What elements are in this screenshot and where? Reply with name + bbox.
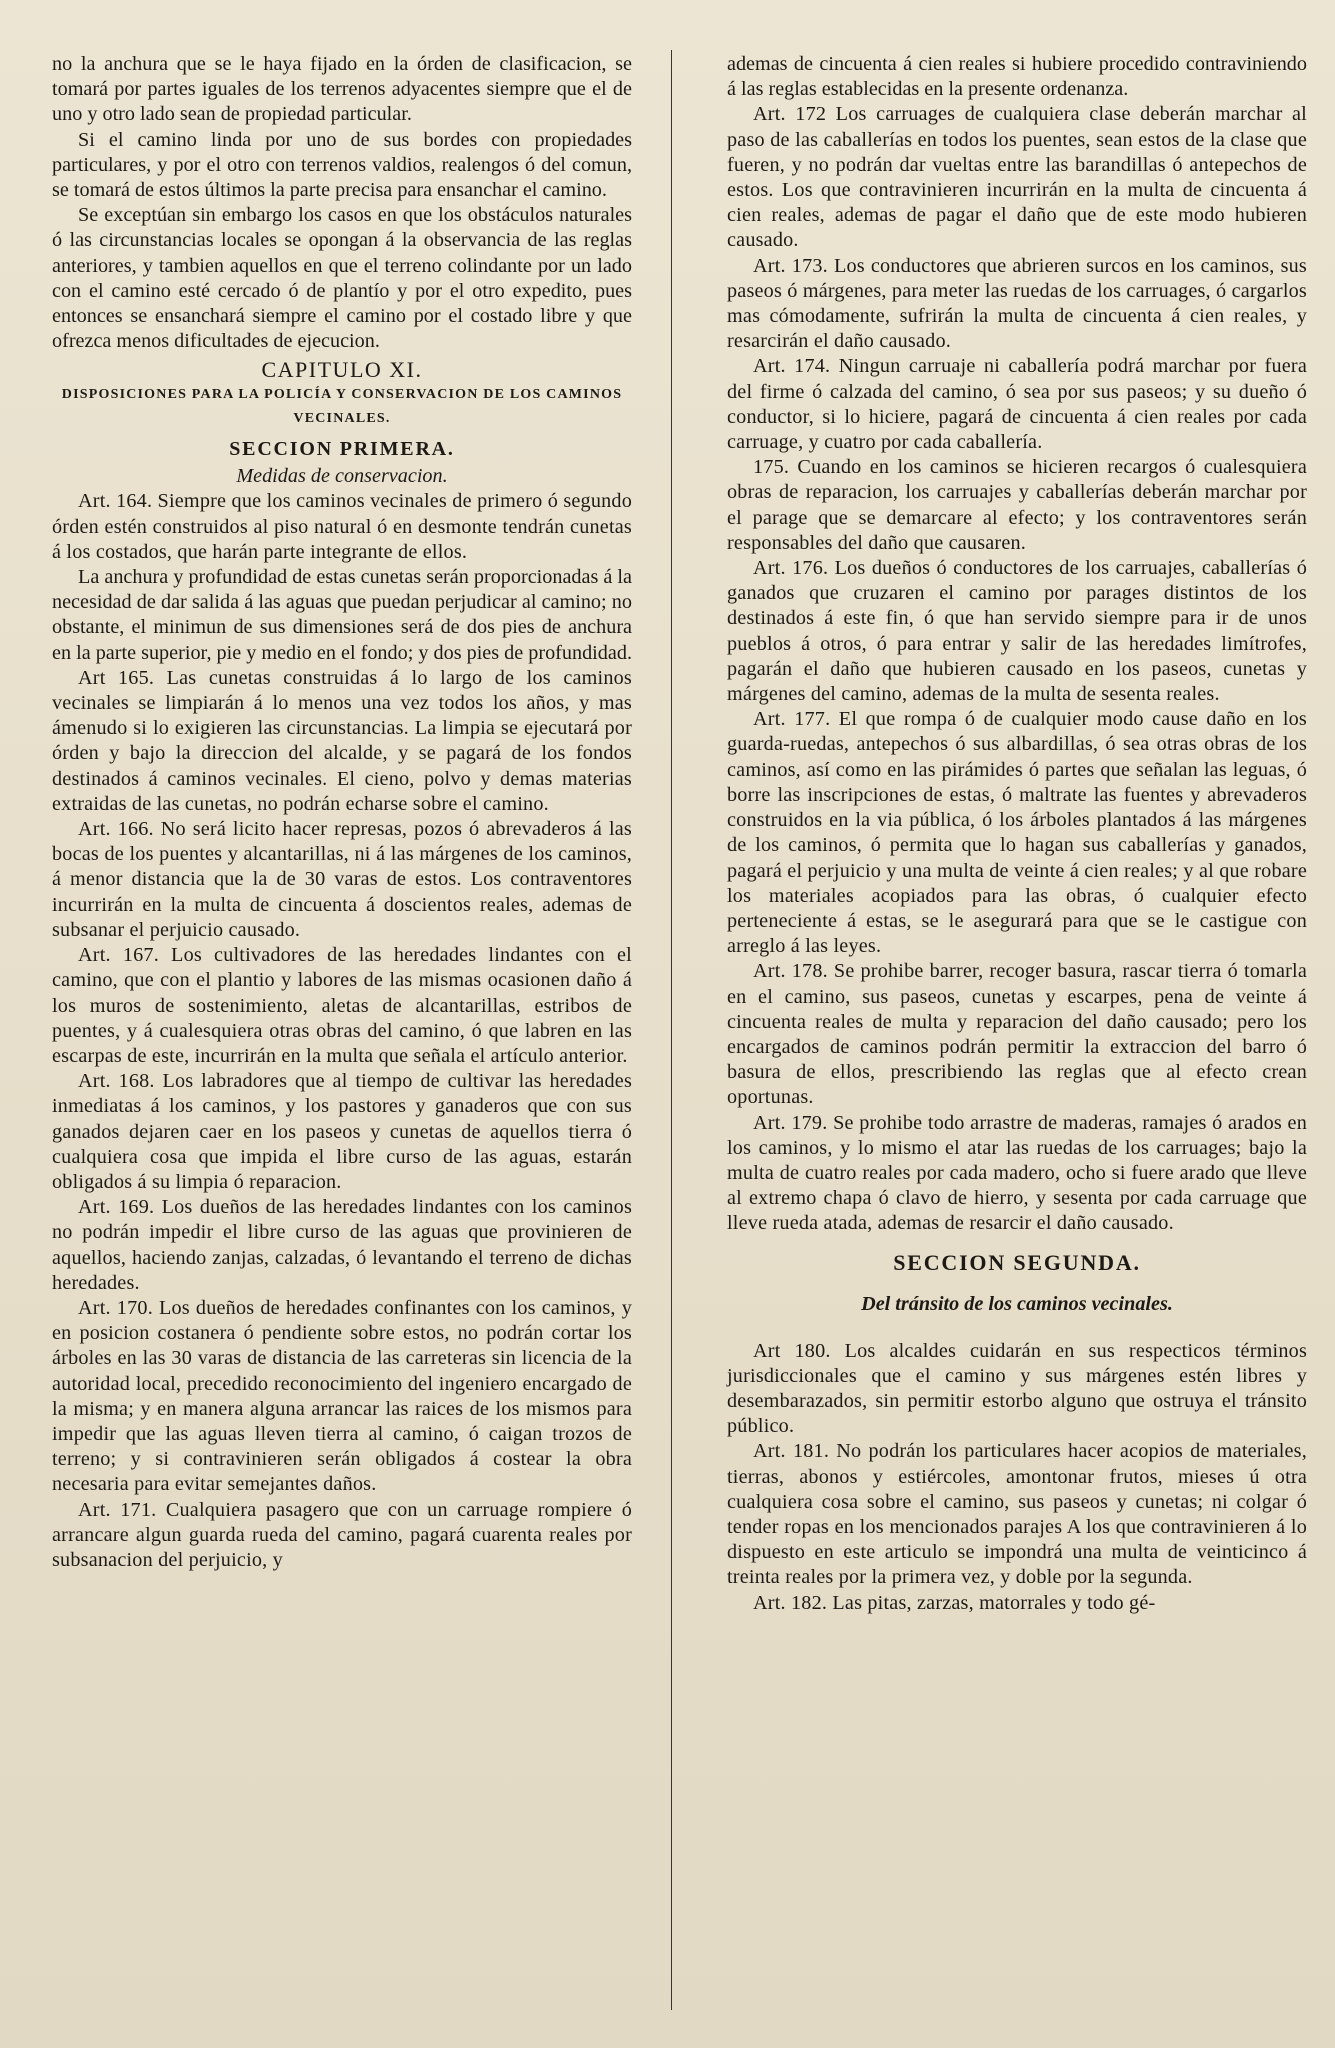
paragraph: no la anchura que se le haya fijado en la órden de clasificacion, se tomará por partes iguales de los terrenos adyacentes siempre que el de uno y otro lado sean de propiedad particular.: [52, 53, 632, 126]
article-181: Art. 181. No podrán los particulares hacer acopios de materiales, tierras, abonos y estiércoles, amontonar frutos, mieses ú otra cualquiera cosa sobre el camino, sus paseos y cunetas; ni colgar ó tender ropas en los mencionados parajes A los que contravinieren á lo dispuesto en este articulo se impondrá una multa de veinticinco á treinta reales por la primera vez, y doble por la segunda.: [727, 1440, 1307, 1589]
article-164-continued: La anchura y profundidad de estas cunetas serán proporcionadas á la necesidad de dar salida á las aguas que puedan perjudicar al camino; no obstante, el minimun de sus dimensiones será de dos pies de anchura en la parte superior, pie y medio en el fondo; y dos pies de profundidad.: [52, 566, 632, 664]
chapter-subtitle: DISPOSICIONES PARA LA POLICÍA Y CONSERVACION DE LOS CAMINOS VECINALES.: [61, 387, 623, 427]
article-172: Art. 172 Los carruages de cualquiera clase deberán marchar al paso de las caballerías en todos los puentes, sean estos de la clase que fueren, y no podrán dar vueltas entre las barandillas ó antepechos de estos. Los que contravinieren incurrirán en la multa de cincuenta á cien reales, ademas de pagar el daño que de este modo hubieren causado.: [727, 103, 1307, 252]
section-subtitle: Del tránsito de los caminos vecinales.: [861, 1292, 1173, 1315]
article-178: Art. 178. Se prohibe barrer, recoger basura, rascar tierra ó tomarla en el camino, sus paseos, cunetas y escarpes, pena de veinte á cincuenta reales de multa y reparacion del daño causado; pero los encargados de caminos podrán permitir la extraccion del barro ó basura de ellos, prescribiendo las reglas que al efecto crean oportunas.: [727, 960, 1307, 1109]
article-179: Art. 179. Se prohibe todo arrastre de maderas, ramajes ó arados en los caminos, y lo mismo el atar las ruedas de los carruages; bajo la multa de cuatro reales por cada madero, ocho si fuere arado que lleve al extremo chapa ó clavo de hierro, y sesenta por cada carruage que lleve rueda atada, ademas de resarcir el daño causado.: [727, 1111, 1307, 1235]
paragraph: Se exceptúan sin embargo los casos en que los obstáculos naturales ó las circunstancias locales se opongan á la observancia de las reglas anteriores, y tambien aquellos en que el terreno colindante por un lado con el camino esté cercado ó de plantío y por el otro expedito, pues entonces se ensanchará siempre el camino por el costado libre y que ofrezca menos dificultades de ejecucion.: [52, 204, 632, 353]
article-170: Art. 170. Los dueños de heredades confinantes con los caminos, y en posicion costanera ó pendiente sobre estos, no podrán cortar los árboles en las 30 varas de distancia de las carreteras sin licencia de la autoridad local, precedido reconocimiento del ingeniero encargado de la misma; y en manera alguna arrancar las raices de los mismos para impedir que las aguas lleven tierra al camino, ó caigan trozos de terreno; y si contravinieren serán obligados á costear la obra necesaria para evitar semejantes daños.: [52, 1296, 632, 1496]
article-168: Art. 168. Los labradores que al tiempo de cultivar las heredades inmediatas á los caminos, y los pastores y ganaderos que con sus ganados dejaren caer en los paseos y cunetas de aquellos tierra ó cualquiera cosa que impida el libre curso de las aguas, estarán obligados á su limpia ó reparacion.: [52, 1070, 632, 1193]
article-175: 175. Cuando en los caminos se hicieren recargos ó cualesquiera obras de reparacion, los carruajes y caballerías deberán marchar por el parage que se demarcare al efecto; y los contraventores serán responsables del daño que causaren.: [727, 456, 1307, 554]
article-167: Art. 167. Los cultivadores de las heredades lindantes con el camino, que con el plantio y labores de las mismas ocasionen daño á los muros de sostenimiento, aletas de alcantarillas, estribos de puentes, y á cualesquiera otras obras del camino, ó que labren en las escarpas de este, incurrirán en la multa que señala el artículo anterior.: [52, 944, 632, 1067]
section-title: SECCION SEGUNDA.: [893, 1249, 1141, 1275]
paragraph: ademas de cincuenta á cien reales si hubiere procedido contraviniendo á las reglas establecidas en la presente ordenanza.: [727, 53, 1307, 101]
article-173: Art. 173. Los conductores que abrieren surcos en los caminos, sus paseos ó márgenes, para meter las ruedas de los carruages, ó cargarlos mas cómodamente, sufrirán la multa de cincuenta á cien reales, y resarcirán el daño causado.: [727, 254, 1307, 353]
article-182: Art. 182. Las pitas, zarzas, matorrales y todo gé-: [753, 1591, 1156, 1614]
paragraph: Si el camino linda por uno de sus bordes con propiedades particulares, y por el otro con terrenos valdios, realengos ó del comun, se tomará de estos últimos la parte precisa para ensanchar el camino.: [52, 128, 632, 202]
article-169: Art. 169. Los dueños de las heredades lindantes con los caminos no podrán impedir el libre curso de las aguas que provinieren de aquellos, haciendo zanjas, calzadas, ó levantando el terreno de dichas heredades.: [52, 1196, 632, 1294]
article-165: Art 165. Las cunetas construidas á lo largo de los caminos vecinales se limpiarán á lo menos una vez todos los años, y mas ámenudo si lo exigieren las circunstancias. La limpia se ejecutará por órden y bajo la direccion del alcalde, y se pagará de los fondos destinados á caminos vecinales. El cieno, polvo y demas materias extraidas de las cunetas, no podrán echarse sobre el camino.: [52, 666, 632, 815]
left-column: [52, 52, 632, 1573]
section-title: SECCION PRIMERA.: [229, 438, 455, 461]
article-164: Art. 164. Siempre que los caminos vecinales de primero ó segundo órden estén construidos al piso natural ó en desmonte tendrán cunetas á los costados, que harán parte integrante de ellos.: [52, 490, 632, 563]
article-176: Art. 176. Los dueños ó conductores de los carruajes, caballerías ó ganados que cruzaren el camino por parages distintos de los destinados á este fin, ó que han servido siempre para ir de unos pueblos á otros, ó para entrar y salir de las heredades limítrofes, pagarán el daño que hubieren causado en los paseos, cunetas y márgenes del camino, ademas de la multa de sesenta reales.: [727, 557, 1307, 706]
article-177: Art. 177. El que rompa ó de cualquier modo cause daño en los guarda-ruedas, antepechos ó sus albardillas, ó sea otras obras de los caminos, así como en las pirámides ó partes que señalan las leguas, ó borre las inscripciones de estas, ó maltrate las fuentes y abrevaderos construidos en la via pública, ó los árboles plantados á las márgenes de los caminos, ó permita que lo hagan sus caballerías y ganados, pagará el perjuicio y una multa de veinte á cien reales; y al que robare los materiales acopiados para las obras, ó cualquier efecto perteneciente á estas, se le asegurará para que se le castigue con arreglo á las leyes.: [727, 708, 1307, 958]
right-column: [727, 52, 1307, 1616]
column-divider: [671, 50, 672, 2010]
article-180: Art 180. Los alcaldes cuidarán en sus respecticos términos jurisdiccionales que el camino y sus márgenes estén libres y desembarazados, sin permitir estorbo alguno que ostruya el tránsito público.: [727, 1339, 1307, 1438]
chapter-title: CAPITULO XI.: [261, 357, 423, 383]
article-174: Art. 174. Ningun carruaje ni caballería podrá marchar por fuera del firme ó calzada del camino, ó sea por sus paseos; y su dueño ó conductor, si lo hiciere, pagará de cincuenta á cien reales por cada carruage, y cuatro por cada caballería.: [727, 355, 1307, 454]
section-subtitle: Medidas de conservacion.: [236, 465, 448, 488]
article-171: Art. 171. Cualquiera pasagero que con un carruage rompiere ó arrancare algun guarda rueda del camino, pagará cuarenta reales por subsanacion del perjuicio, y: [52, 1498, 632, 1571]
article-166: Art. 166. No será licito hacer represas, pozos ó abrevaderos á las bocas de los puentes y alcantarillas, ni á las márgenes de los caminos, á menor distancia que la de 30 varas de estos. Los contraventores incurrirán en la multa de cincuenta á doscientos reales, ademas de subsanar el perjuicio causado.: [52, 818, 632, 941]
